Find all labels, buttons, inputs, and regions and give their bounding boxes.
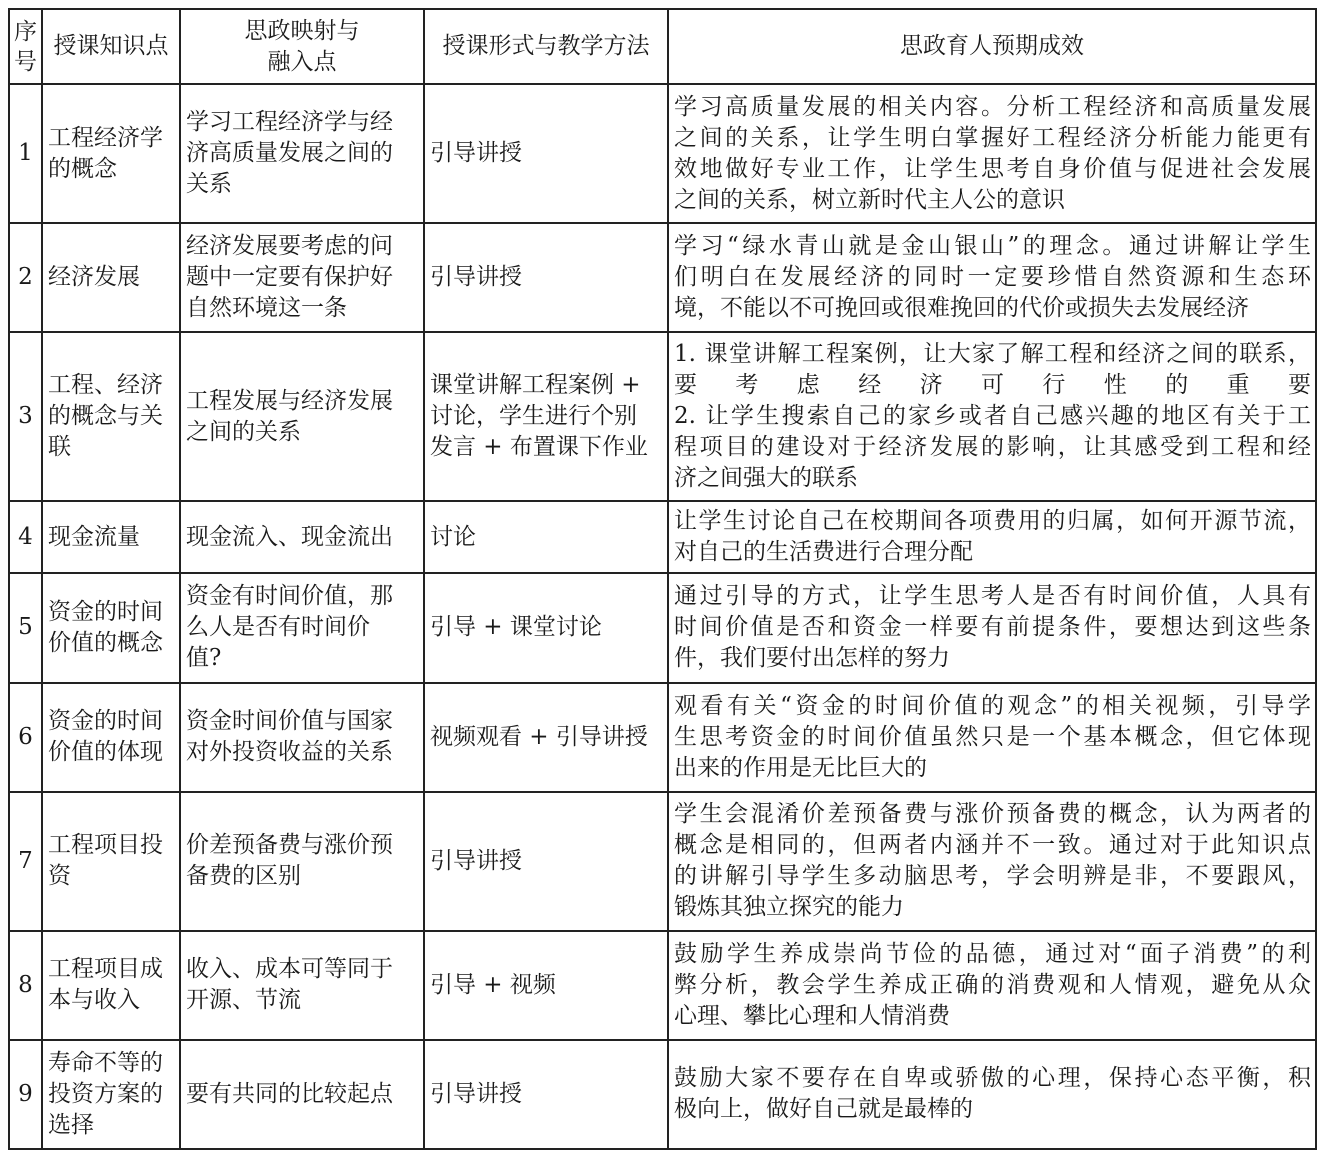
cell-line: 视频观看 + 引导讲授	[430, 723, 648, 750]
table-row	[9, 223, 1316, 332]
cell-no: 2	[9, 223, 42, 332]
cell-outcome	[668, 223, 1316, 332]
cell-method	[424, 223, 668, 332]
cell-line: 生思考资金的时间价值虽然只是一个基本概念，但它体现	[674, 723, 1311, 750]
cell-line: 之间的关系，让学生明白掌握好工程经济分析能力能更有	[674, 124, 1311, 151]
cell-line: 济高质量发展之间的	[186, 140, 393, 167]
cell-no: 4	[9, 501, 42, 573]
course-table	[8, 8, 1317, 1150]
cell-line: 发言 + 布置课下作业	[430, 434, 648, 461]
cell-line: 引导讲授	[430, 264, 522, 291]
cell-knowledge	[42, 501, 180, 573]
cell-line: 通过引导的方式，让学生思考人是否有时间价值，人具有	[674, 583, 1311, 610]
cell-line: 的讲解引导学生多动脑思考，学会明辨是非，不要跟风，	[674, 863, 1311, 890]
cell-line: 本与收入	[48, 987, 140, 1014]
cell-line: 课堂讲解工程案例 +	[430, 372, 641, 399]
cell-line: 讨论	[430, 523, 476, 550]
cell-line: 收入、成本可等同于	[186, 956, 393, 983]
table-row	[9, 931, 1316, 1040]
table-row	[9, 332, 1316, 501]
cell-line: 资	[48, 863, 71, 890]
cell-line: 引导讲授	[430, 1080, 522, 1107]
table-row	[9, 683, 1316, 792]
cell-line: 济之间强大的联系	[674, 465, 858, 492]
cell-outcome	[668, 1040, 1316, 1149]
cell-line: 观看有关“资金的时间价值的观念”的相关视频，引导学	[674, 692, 1311, 719]
cell-line: 概念是相同的，但两者内涵并不一致。通过对于此知识点	[674, 832, 1311, 859]
header-row	[9, 9, 1316, 84]
cell-line: 引导讲授	[430, 847, 522, 874]
cell-outcome	[668, 931, 1316, 1040]
cell-method	[424, 501, 668, 573]
table-row	[9, 84, 1316, 223]
cell-knowledge	[42, 223, 180, 332]
cell-method	[424, 683, 668, 792]
cell-line: 让学生讨论自己在校期间各项费用的归属，如何开源节流，	[674, 508, 1311, 535]
cell-outcome	[668, 683, 1316, 792]
cell-line: 价值的体现	[48, 739, 163, 766]
cell-line: 资金时间价值与国家	[186, 708, 393, 735]
cell-method	[424, 84, 668, 223]
cell-line: 资金有时间价值，那	[186, 583, 393, 610]
cell-no: 5	[9, 573, 42, 682]
cell-mapping	[180, 792, 424, 931]
cell-outcome	[668, 84, 1316, 223]
cell-line: 之间的关系	[186, 418, 301, 445]
cell-method	[424, 332, 668, 501]
cell-line: 工程、经济	[48, 372, 163, 399]
cell-line: 极向上，做好自己就是最棒的	[674, 1096, 973, 1123]
cell-line: 经济发展	[48, 264, 140, 291]
cell-line: 关系	[186, 171, 232, 198]
cell-line: 2. 让学生搜索自己的家乡或者自己感兴趣的地区有关于工	[674, 403, 1311, 430]
cell-line: 讨论，学生进行个别	[430, 403, 637, 430]
table-row	[9, 573, 1316, 682]
table-row	[9, 792, 1316, 931]
cell-mapping	[180, 223, 424, 332]
cell-line: 时间价值是否和资金一样要有前提条件，要想达到这些条	[674, 614, 1311, 641]
cell-knowledge	[42, 332, 180, 501]
cell-line: 值?	[186, 645, 222, 672]
cell-outcome	[668, 332, 1316, 501]
cell-line: 锻炼其独立探究的能力	[674, 894, 904, 921]
cell-line: 寿命不等的	[48, 1049, 163, 1076]
cell-line: 件，我们要付出怎样的努力	[674, 645, 950, 672]
cell-line: 要考虑经济可行性的重要	[674, 372, 1311, 399]
cell-line: 工程经济学	[48, 124, 163, 151]
cell-knowledge	[42, 84, 180, 223]
cell-line: 学生会混淆价差预备费与涨价预备费的概念，认为两者的	[674, 801, 1311, 828]
cell-line: 的概念与关	[48, 403, 163, 430]
cell-line: 引导讲授	[430, 140, 522, 167]
cell-method	[424, 1040, 668, 1149]
cell-line: 投资方案的	[48, 1080, 163, 1107]
cell-knowledge	[42, 792, 180, 931]
cell-line: 学习“绿水青山就是金山银山”的理念。通过讲解让学生	[674, 233, 1311, 260]
cell-line: 弊分析，教会学生养成正确的消费观和人情观，避免从众	[674, 971, 1311, 998]
cell-method	[424, 573, 668, 682]
cell-line: 之间的关系，树立新时代主人公的意识	[674, 186, 1065, 213]
cell-mapping	[180, 1040, 424, 1149]
cell-knowledge	[42, 683, 180, 792]
cell-line: 现金流入、现金流出	[186, 523, 393, 550]
cell-knowledge	[42, 1040, 180, 1149]
cell-no: 8	[9, 931, 42, 1040]
cell-line: 备费的区别	[186, 863, 301, 890]
cell-line: 程项目的建设对于经济发展的影响，让其感受到工程和经	[674, 434, 1311, 461]
cell-outcome	[668, 501, 1316, 573]
cell-no: 6	[9, 683, 42, 792]
cell-line: 要有共同的比较起点	[186, 1080, 393, 1107]
cell-line: 资金的时间	[48, 598, 163, 625]
cell-line: 现金流量	[48, 523, 140, 550]
cell-line: 的概念	[48, 155, 117, 182]
header-outcome: 思政育人预期成效	[668, 9, 1316, 84]
header-method: 授课形式与教学方法	[424, 9, 668, 84]
cell-line: 工程项目成	[48, 956, 163, 983]
cell-knowledge	[42, 573, 180, 682]
cell-line: 价值的概念	[48, 629, 163, 656]
cell-mapping	[180, 84, 424, 223]
cell-line: 对自己的生活费进行合理分配	[674, 539, 973, 566]
cell-line: 效地做好专业工作，让学生思考自身价值与促进社会发展	[674, 155, 1311, 182]
cell-method	[424, 931, 668, 1040]
cell-line: 学习高质量发展的相关内容。分析工程经济和高质量发展	[674, 93, 1311, 120]
cell-line: 学习工程经济学与经	[186, 109, 393, 136]
cell-line: 么人是否有时间价	[186, 614, 370, 641]
cell-line: 资金的时间	[48, 708, 163, 735]
table-row	[9, 1040, 1316, 1149]
cell-line: 出来的作用是无比巨大的	[674, 754, 927, 781]
cell-mapping	[180, 683, 424, 792]
cell-line: 引导 + 课堂讨论	[430, 614, 602, 641]
cell-line: 经济发展要考虑的问	[186, 233, 393, 260]
header-knowledge: 授课知识点	[42, 9, 180, 84]
cell-mapping	[180, 501, 424, 573]
cell-no: 9	[9, 1040, 42, 1149]
cell-line: 心理、攀比心理和人情消费	[674, 1002, 950, 1029]
cell-mapping	[180, 931, 424, 1040]
header-no: 序 号	[9, 9, 42, 84]
cell-line: 开源、节流	[186, 987, 301, 1014]
cell-line: 价差预备费与涨价预	[186, 832, 393, 859]
table-row	[9, 501, 1316, 573]
header-mapping: 思政映射与 融入点	[180, 9, 424, 84]
cell-outcome	[668, 792, 1316, 931]
cell-line: 引导 + 视频	[430, 971, 556, 998]
cell-method	[424, 792, 668, 931]
cell-mapping	[180, 332, 424, 501]
cell-outcome	[668, 573, 1316, 682]
cell-line: 选择	[48, 1111, 94, 1138]
cell-line: 自然环境这一条	[186, 295, 347, 322]
cell-mapping	[180, 573, 424, 682]
cell-line: 联	[48, 434, 71, 461]
cell-line: 鼓励大家不要存在自卑或骄傲的心理，保持心态平衡，积	[674, 1065, 1311, 1092]
cell-no: 7	[9, 792, 42, 931]
cell-line: 们明白在发展经济的同时一定要珍惜自然资源和生态环	[674, 264, 1311, 291]
cell-line: 鼓励学生养成崇尚节俭的品德，通过对“面子消费”的利	[674, 940, 1311, 967]
cell-no: 1	[9, 84, 42, 223]
cell-line: 1. 课堂讲解工程案例，让大家了解工程和经济之间的联系，	[674, 341, 1311, 368]
cell-no: 3	[9, 332, 42, 501]
cell-line: 工程发展与经济发展	[186, 387, 393, 414]
cell-line: 境，不能以不可挽回或很难挽回的代价或损失去发展经济	[674, 295, 1249, 322]
table-body	[9, 84, 1316, 1149]
cell-line: 题中一定要有保护好	[186, 264, 393, 291]
cell-knowledge	[42, 931, 180, 1040]
cell-line: 对外投资收益的关系	[186, 739, 393, 766]
cell-line: 工程项目投	[48, 832, 163, 859]
